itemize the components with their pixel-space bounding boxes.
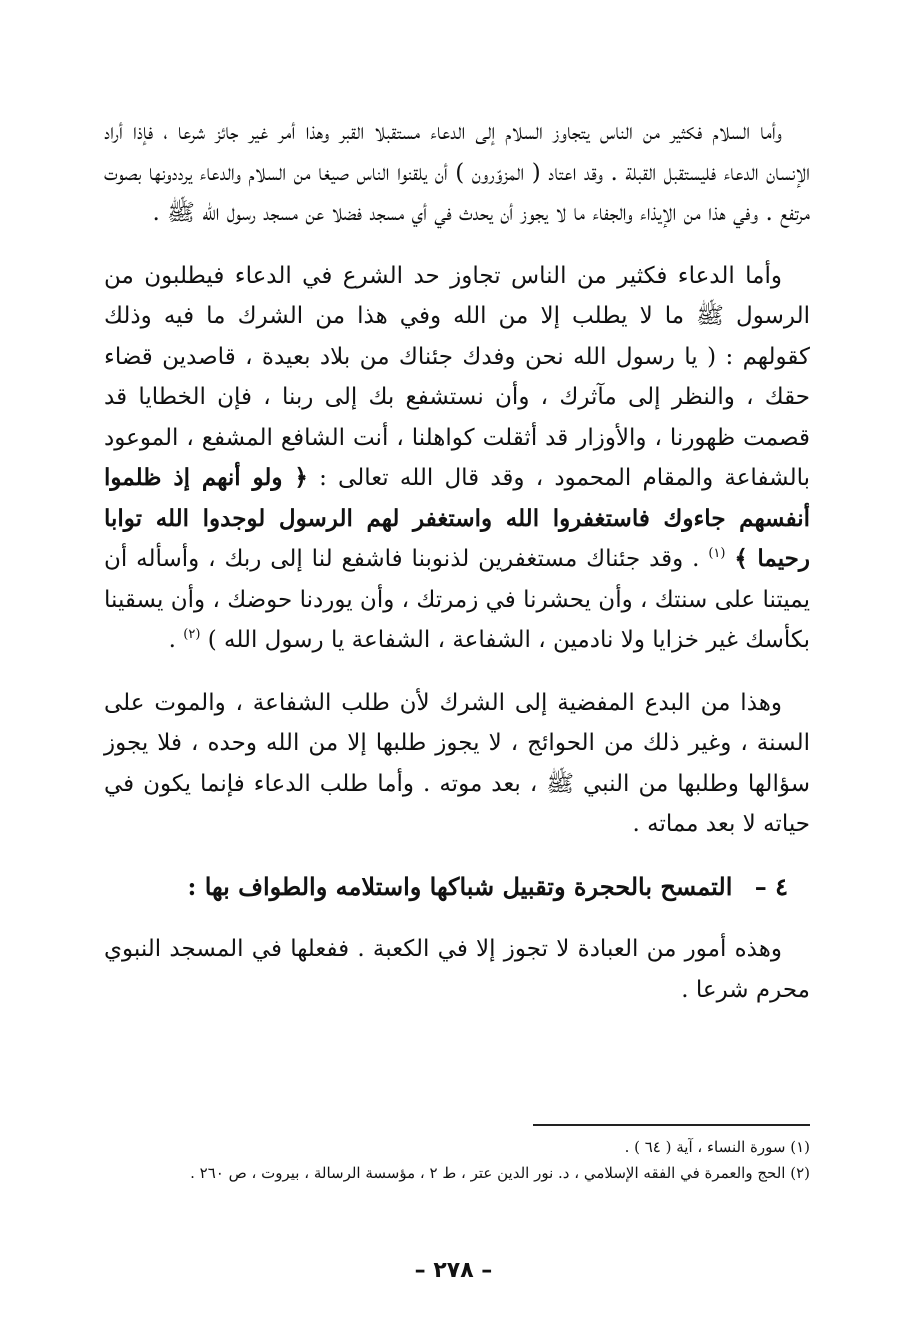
main-text	[104, 112, 810, 1032]
section-title: التمسح بالحجرة وتقبيل شباكها واستلامه والطواف بها :	[187, 871, 733, 901]
paragraph-bidah: وهذا من البدع المفضية إلى الشرك لأن طلب الشفاعة ، والموت على السنة ، وغير ذلك من الحوائج ، لا يجوز طلبها إلا من الله وحده ، فلا يجوز سؤالها وطلبها من النبي ﷺ ، بعد موته . وأما طلب الدعاء فإنما يكون في حياته لا بعد مماته .	[104, 689, 810, 837]
footnote-ref-1: (١)	[708, 546, 726, 561]
footnotes	[104, 1134, 810, 1186]
dua-text-continued: . وقد جئناك مستغفرين لذنوبنا فاشفع لنا إلى ربك ، وأسأله أن يميتنا على سنتك ، وأن يحشرنا في زمرتك ، وأن يوردنا حوضك ، وأن يسقينا بكأسك غير خزايا ولا نادمين ، الشفاعة ، الشفاعة يا رسول الله )	[104, 546, 810, 653]
dua-text-end: .	[168, 627, 176, 653]
section-number: ٤ –	[754, 871, 788, 901]
paragraph-dua	[104, 256, 810, 661]
section-heading	[104, 867, 810, 908]
dua-text: وأما الدعاء فكثير من الناس تجاوز حد الشرع في الدعاء فيطلبون من الرسول ﷺ ما لا يطلب إلا من الله وفي هذا من الشرك ما فيه وذلك كقولهم : ( يا رسول الله نحن وفدك جئناك من بلاد بعيدة ، قاصدين قضاء حقك ، والنظر إلى مآثرك ، وأن نستشفع بك إلى ربنا ، فإن الخطايا قد قصمت ظهورنا ، والأوزار قد أثقلت كواهلنا ، أنت الشافع المشفع ، الموعود بالشفاعة والمقام المحمود ، وقد قال الله تعالى :	[104, 262, 811, 491]
page-number: – ٢٧٨ –	[414, 1258, 493, 1283]
paragraph-salam: وأما السلام فكثير من الناس يتجاوز السلام إلى الدعاء مستقبلا القبر وهذا أمر غير جائز شرعا ، فإذا أراد الإنسان الدعاء فليستقبل القبلة . وقد اعتاد ( المزوّرون ) أن يلقنوا الناس صيغا من السلام والدعاء يرددونها بصوت مرتفع . وفي هذا من الإيذاء والجفاء ما لا يجوز أن يحدث في أي مسجد فضلا عن مسجد رسول الله ﷺ .	[104, 119, 810, 226]
quran-verse: ﴿ ولو أنهم إذ ظلموا أنفسهم جاءوك فاستغفروا الله واستغفر لهم الرسول لوجدوا الله توابا رحيما ﴾	[104, 464, 810, 572]
footnote-1: (١) سورة النساء ، آية ( ٦٤ ) .	[624, 1138, 810, 1156]
footnote-ref-2: (٢)	[183, 627, 201, 642]
footnote-divider	[533, 1124, 810, 1126]
paragraph-kaaba: وهذه أمور من العبادة لا تجوز إلا في الكعبة . ففعلها في المسجد النبوي محرم شرعا .	[104, 936, 810, 1003]
footnote-2: (٢) الحج والعمرة في الفقه الإسلامي ، د. نور الدين عتر ، ط ٢ ، مؤسسة الرسالة ، بيروت ، ص ٢٦٠ .	[190, 1164, 810, 1182]
